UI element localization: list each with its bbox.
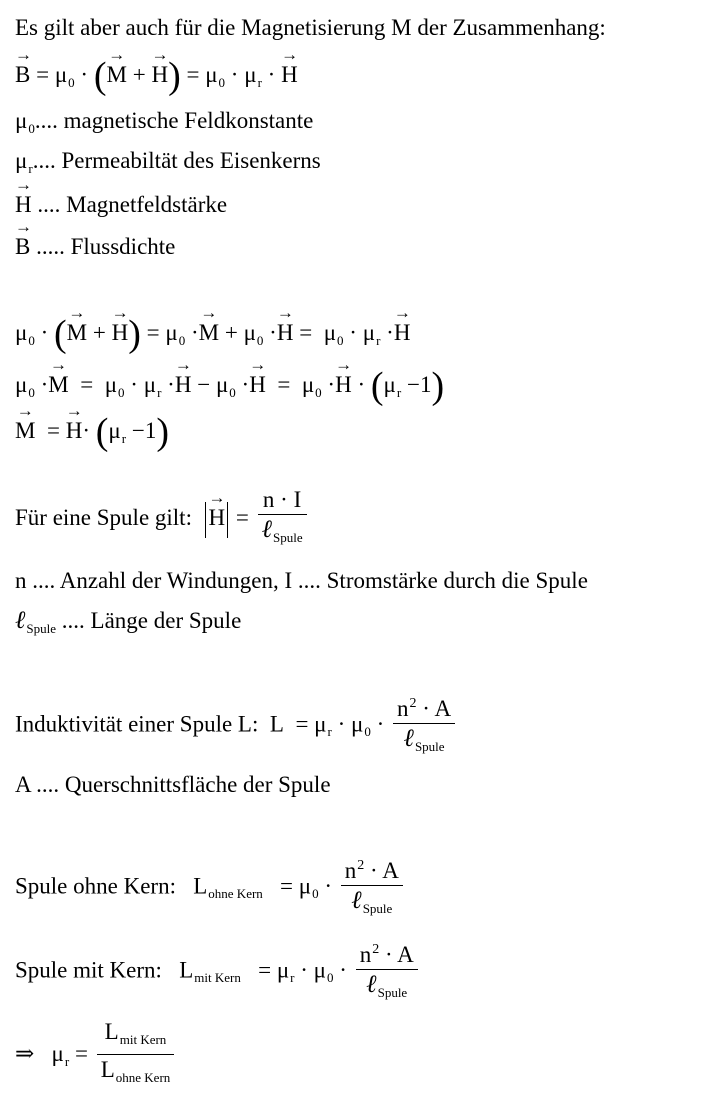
equation-b-field: → $B = \mu_0$ · (→ M + → $H) = \mu_0 \cdot \mu_r$ · → H bbox=[15, 60, 298, 98]
result-mur: ⇒ $\mu_r$ = $L_{mit Kern}$ $L_{ohne Kern}$ bbox=[15, 1018, 177, 1093]
fraction: $L_{mit Kern}$ $L_{ohne Kern}$ bbox=[97, 1018, 175, 1093]
fraction: $n^2 \cdot A$ ℓ$_{Spule}$ bbox=[356, 936, 418, 1008]
vector-b: → B bbox=[15, 60, 30, 90]
intro-text: Es gilt aber auch für die Magnetisierung M der Zusammenhang: bbox=[15, 15, 606, 40]
fraction: $n^2 \cdot A$ ℓ$_{Spule}$ bbox=[393, 690, 455, 762]
def-a: A .... Querschnittsfläche der Spule bbox=[15, 772, 331, 797]
def-n-i: n .... Anzahl der Windungen, I .... Stromstärke durch die Spule bbox=[15, 568, 588, 593]
derivation-line-2: $\mu_0 \cdot\to M = \mu_0 \cdot \mu_r \cdot\to H - \mu_0 \cdot\to H = \mu_0 \cdot\to H \cdot (\mu_r -1)$ bbox=[15, 370, 444, 408]
coil-field-formula: Für eine Spule gilt: → H = n · I ℓ$_{Spule}$ bbox=[15, 486, 310, 553]
def-mu0: $\mu_0$.... magnetische Feldkonstante bbox=[15, 108, 314, 136]
def-length: ℓ$_{Spule}$ .... Länge der Spule bbox=[15, 607, 242, 636]
coil-without-core: Spule ohne Kern: $L_{ohne Kern}$ = $\mu_0$ · $n^2 \cdot A$ ℓ$_{Spule}$ bbox=[15, 852, 406, 924]
fraction: $n^2 \cdot A$ ℓ$_{Spule}$ bbox=[341, 852, 403, 924]
coil-with-core: Spule mit Kern: $L_{mit Kern}$ = $\mu_r \cdot \mu_0$ · $n^2 \cdot A$ ℓ$_{Spule}$ bbox=[15, 936, 421, 1008]
implies-icon: ⇒ bbox=[15, 1040, 35, 1066]
fraction: n · I ℓ$_{Spule}$ bbox=[258, 486, 307, 553]
derivation-line-3: → M = → $H\cdot (\mu_r -1)$ bbox=[15, 416, 169, 454]
def-b: → B ..... Flussdichte bbox=[15, 232, 175, 262]
def-mur: $\mu_r$.... Permeabiltät des Eisenkerns bbox=[15, 148, 321, 176]
def-h: → H .... Magnetfeldstärke bbox=[15, 190, 227, 220]
inductance-formula: Induktivität einer Spule L: $L = \mu_r \cdot \mu_0$ · $n^2 \cdot A$ ℓ$_{Spule}$ bbox=[15, 690, 458, 762]
derivation-line-1: $\mu_0$ · (→ M + → $H) = \mu_0 \cdot\to M + \mu_0 \cdot\to H = \mu_0 \cdot \mu_r \cdot\to H$ bbox=[15, 318, 410, 356]
